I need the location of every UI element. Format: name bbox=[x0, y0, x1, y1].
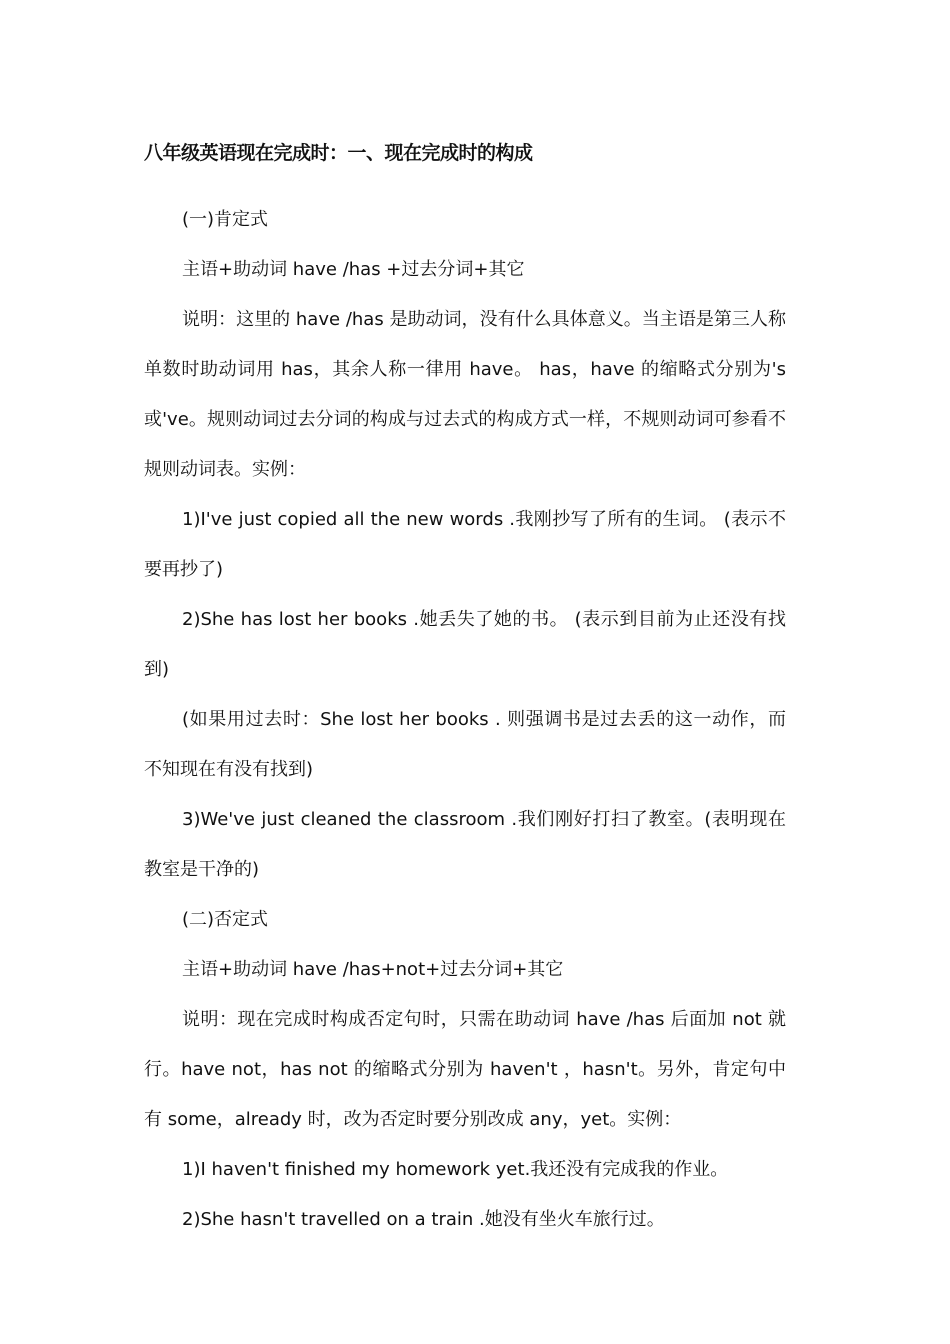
document-title: 八年级英语现在完成时：一、现在完成时的构成 bbox=[144, 142, 533, 164]
paragraph-formula: 主语+助动词 have /has+not+过去分词+其它 bbox=[182, 959, 564, 980]
paragraph-example: 2)She hasn't travelled on a train .她没有坐火车旅行过。 bbox=[182, 1209, 665, 1230]
paragraph-explanation: 说明：这里的 have /has 是助动词，没有什么具体意义。当主语是第三人称单数时助动词用 has，其余人称一律用 have。 has，have 的缩略式分别为's 或've。规则动词过去分词的构成与过去式的构成方式一样，不规则动词可参看不规则动词表。实例： bbox=[144, 309, 786, 480]
document-body bbox=[144, 195, 786, 1245]
paragraph-explanation: 说明：现在完成时构成否定句时，只需在助动词 have /has 后面加 not 就行。have not，has not 的缩略式分别为 haven't ，hasn't。另外，肯定句中有 some，already 时，改为否定时要分别改成 any，yet。实例： bbox=[144, 1009, 786, 1130]
paragraph-section-heading: (二)否定式 bbox=[182, 909, 269, 930]
paragraph-example: 1)I've just copied all the new words .我刚抄写了所有的生词。 (表示不要再抄了) bbox=[144, 509, 786, 580]
paragraph-section-heading: (一)肯定式 bbox=[182, 209, 269, 230]
paragraph-note: (如果用过去时：She lost her books . 则强调书是过去丢的这一动作，而不知现在有没有找到) bbox=[144, 709, 786, 780]
paragraph-example: 2)She has lost her books .她丢失了她的书。 (表示到目前为止还没有找到) bbox=[144, 609, 786, 680]
paragraph-formula: 主语+助动词 have /has +过去分词+其它 bbox=[182, 259, 525, 280]
paragraph-example: 1)I haven't finished my homework yet.我还没有完成我的作业。 bbox=[182, 1159, 729, 1180]
paragraph-example: 3)We've just cleaned the classroom .我们刚好打扫了教室。(表明现在教室是干净的) bbox=[144, 809, 786, 880]
